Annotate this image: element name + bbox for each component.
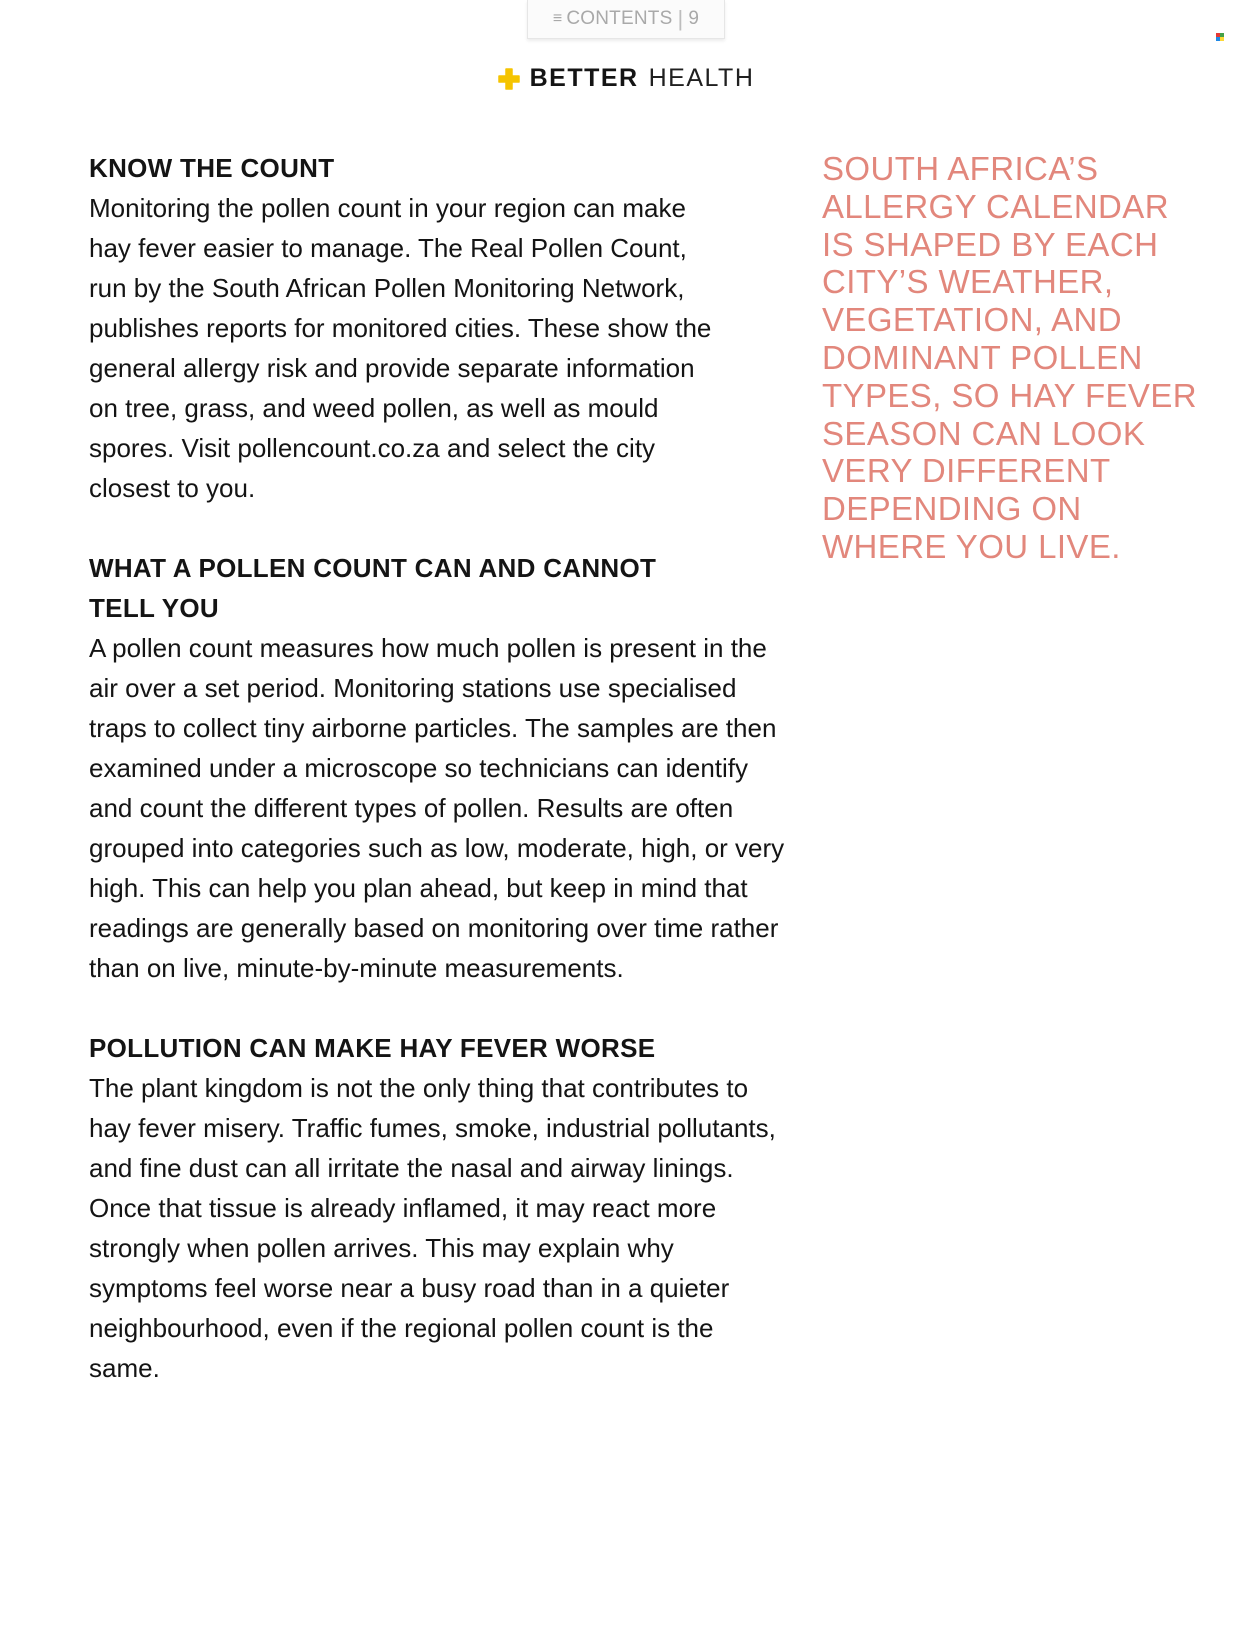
contents-nav-button[interactable] (527, 0, 725, 39)
section-heading: POLLUTION CAN MAKE HAY FEVER WORSE (89, 1033, 656, 1063)
page-number: 9 (688, 8, 700, 29)
app-logo-icon (1216, 33, 1224, 41)
separator: | (677, 6, 684, 31)
section-paragraph: The plant kingdom is not the only thing that contributes to hay fever misery. Traffic fumes, smoke, industrial pollutants, and fine dust can all irritate the nasal and airway linings. Once that tissue is already inflamed, it may react more strongly when pollen arrives. This may explain why symptoms feel worse near a busy road than in a quieter neighbourhood, even if the regional pollen count is the same. (89, 1073, 776, 1383)
plus-cross-icon (498, 68, 520, 90)
section-paragraph: Monitoring the pollen count in your region can make hay fever easier to manage. The Real Pollen Count, run by the South African Pollen Monitoring Network, publishes reports for monitored cities. These show the general allergy risk and provide separate information on tree, grass, and weed pollen, as well as mould spores. Visit pollencount.co.za and select the city closest to you. (89, 193, 712, 503)
pull-quote: SOUTH AFRICA’S ALLERGY CALENDAR IS SHAPED BY EACH CITY’S WEATHER, VEGETATION, AND DOMINANT POLLEN TYPES, SO HAY FEVER SEASON CAN LOOK VERY DIFFERENT DEPENDING ON WHERE YOU LIVE. (822, 150, 1197, 565)
brand-title-light: HEALTH (648, 64, 755, 92)
hamburger-menu-icon: ≡ (552, 10, 563, 27)
section-paragraph: A pollen count measures how much pollen is present in the air over a set period. Monitoring stations use specialised traps to collect tiny airborne particles. The samples are then examined under a microscope so technicians can identify and count the different types of pollen. Results are often grouped into categories such as low, moderate, high, or very high. This can help you plan ahead, but keep in mind that readings are generally based on monitoring over time rather than on live, minute-by-minute measurements. (89, 633, 785, 983)
article-body (89, 148, 809, 1428)
brand-title-bold: BETTER (529, 64, 639, 92)
section-heading: KNOW THE COUNT (89, 153, 335, 183)
brand-header (0, 64, 1250, 93)
section-heading: WHAT A POLLEN COUNT CAN AND CANNOT TELL YOU (89, 553, 657, 623)
contents-label: CONTENTS (566, 8, 673, 29)
